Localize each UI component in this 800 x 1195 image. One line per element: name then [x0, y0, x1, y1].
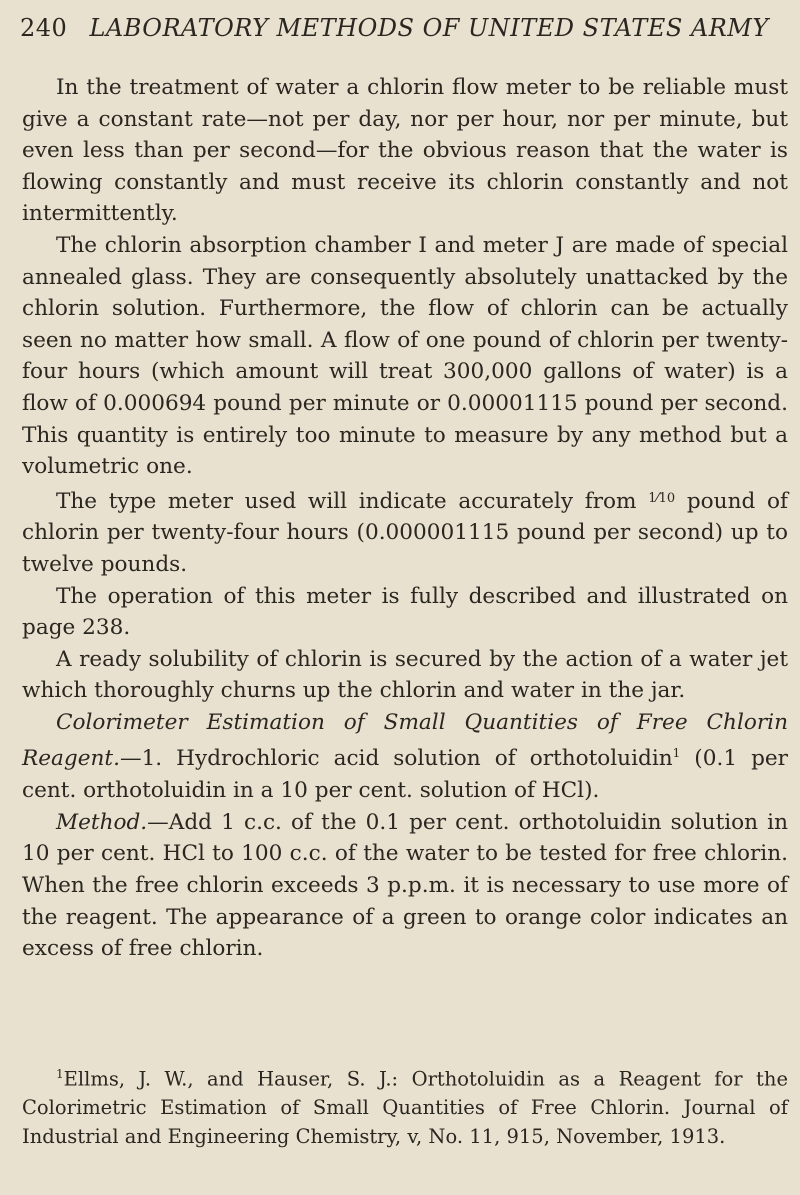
paragraph [22, 807, 788, 965]
fraction: 1⁄10 [648, 490, 676, 506]
paragraph [22, 707, 788, 807]
paragraph: The operation of this meter is fully described and illustrated on page 238. [22, 583, 788, 641]
section-heading: Colorimeter Estimation of Small Quantities of Free Chlorin Reagent. [22, 709, 788, 772]
footnote [22, 1060, 788, 1151]
section-heading: Method. [56, 809, 148, 835]
paragraph-text: (0.1 per cent. orthotoluidin in a 10 per cent. solution of HCl). [22, 746, 788, 804]
footnote-text [22, 1060, 788, 1151]
running-header [20, 14, 780, 42]
paragraph: In the treatment of water a chlorin flow meter to be reliable must give a constant rate—not per day, nor per hour, nor per minute, but even less than per second—for the obvious reason that the water is flowing constantly and must receive its chlorin constantly and not intermittently. [22, 75, 788, 227]
footnote-body: Ellms, J. W., and Hauser, S. J.: Orthotoluidin as a Reagent for the Colorimetric Estimation of Small Quantities of Free Chlorin. Journal of Industrial and Engineering Chemistry, v, No. 11, 915, November, 1913. [22, 1067, 788, 1148]
paragraph [22, 483, 788, 581]
page-number: 240 [20, 14, 68, 42]
paragraph-text: The type meter used will indicate accurately from [56, 488, 637, 514]
paragraph-text: —Add 1 c.c. of the 0.1 per cent. orthotoluidin solution in 10 per cent. HCl to 100 c.c. of the water to be tested for free chlorin. When the free chlorin exceeds 3 p.p.m. it is necessary to use more of the reagent. The appearance of a green to orange color indicates an excess of free chlorin. [22, 809, 788, 962]
footnote-marker: 1 [56, 1067, 64, 1081]
paragraph-text: —1. Hydrochloric acid solution of orthotoluidin [119, 746, 673, 772]
running-title: LABORATORY METHODS OF UNITED STATES ARMY [89, 14, 769, 42]
footnote-ref: 1 [672, 746, 681, 761]
paragraph: A ready solubility of chlorin is secured by the action of a water jet which thoroughly churns up the chlorin and water in the jar. [22, 646, 788, 704]
paragraph-text: pound of chlorin per twenty-four hours (0.000001115 pound per second) up to twelve pounds. [22, 488, 788, 577]
body-text [22, 72, 788, 965]
paragraph: The chlorin absorption chamber I and meter J are made of special annealed glass. They are consequently absolutely unattacked by the chlorin solution. Furthermore, the flow of chlorin can be actually seen no matter how small. A flow of one pound of chlorin per twenty-four hours (which amount will treat 300,000 gallons of water) is a flow of 0.000694 pound per minute or 0.00001115 pound per second. This quantity is entirely too minute to measure by any method but a volumetric one. [22, 232, 788, 480]
